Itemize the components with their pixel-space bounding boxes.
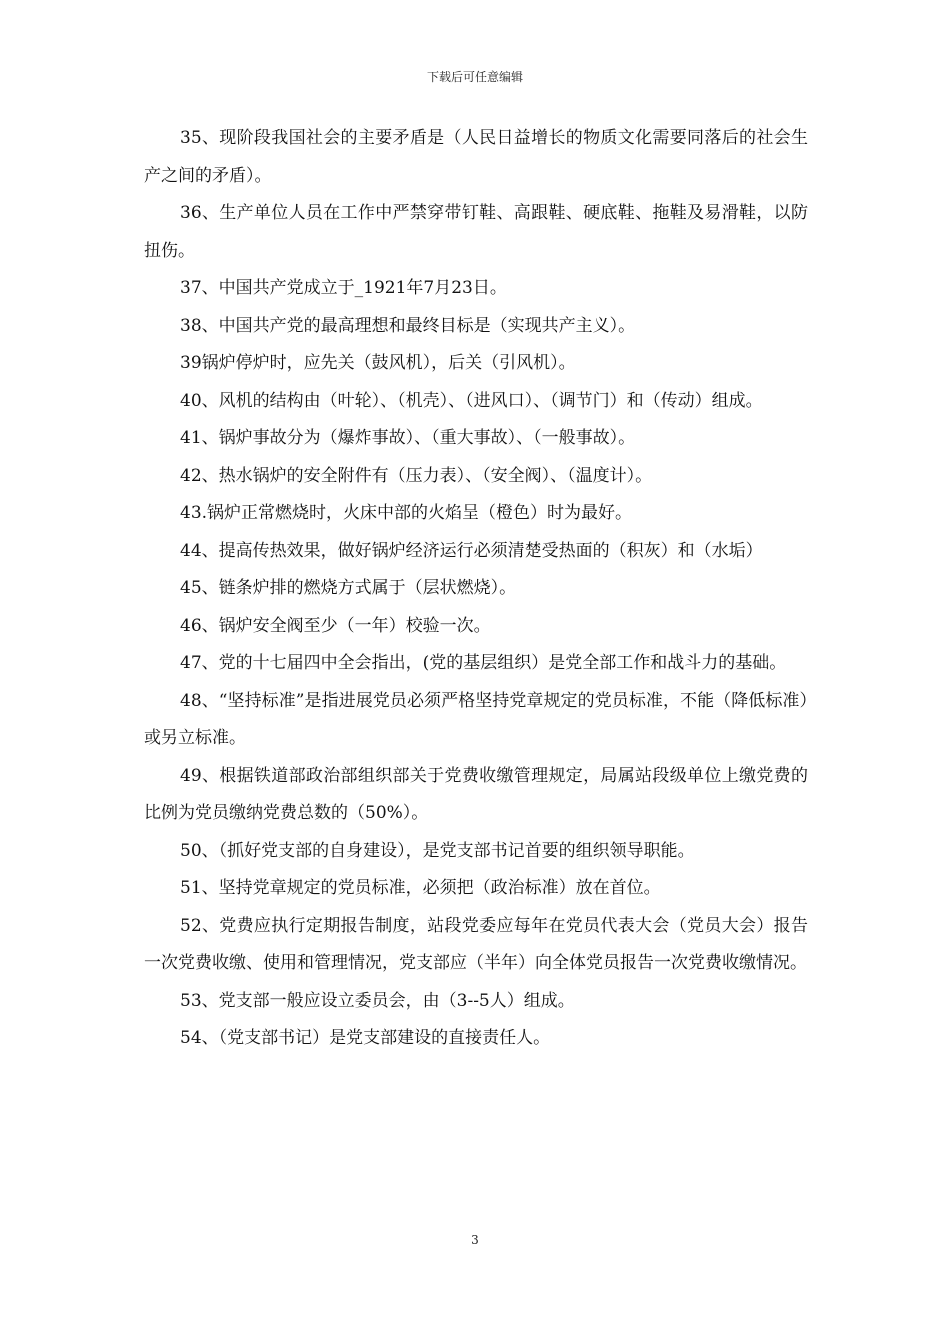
question-49: 49、根据铁道部政治部组织部关于党费收缴管理规定，局属站段级单位上缴党费的比例为党员缴纳党费总数的（50%）。: [144, 765, 808, 823]
question-53: 53、党支部一般应设立委员会，由（3--5人）组成。: [180, 990, 575, 1011]
question-38: 38、中国共产党的最高理想和最终目标是（实现共产主义）。: [180, 315, 636, 336]
question-52: 52、党费应执行定期报告制度，站段党委应每年在党员代表大会（党员大会）报告一次党费收缴、使用和管理情况，党支部应（半年）向全体党员报告一次党费收缴情况。: [144, 915, 808, 973]
page-header: 下载后可任意编辑: [426, 70, 523, 84]
question-48: 48、“坚持标准”是指进展党员必须严格坚持党章规定的党员标准，不能（降低标准）或另立标准。: [144, 690, 808, 748]
question-54: 54、（党支部书记）是党支部建设的直接责任人。: [180, 1028, 551, 1048]
question-43: 43.锅炉正常燃烧时，火床中部的火焰呈（橙色）时为最好。: [180, 503, 633, 523]
question-37: 37、中国共产党成立于_1921年7月23日。: [180, 278, 507, 298]
question-40: 40、风机的结构由（叶轮）、（机壳）、（进风口）、（调节门）和（传动）组成。: [180, 390, 763, 411]
question-39: 39锅炉停炉时，应先关（鼓风机），后关（引风机）。: [180, 353, 576, 373]
question-42: 42、热水锅炉的安全附件有（压力表）、（安全阀）、（温度计）。: [180, 465, 653, 486]
question-47: 47、党的十七届四中全会指出，(党的基层组织）是党全部工作和战斗力的基础。: [180, 653, 787, 673]
question-51: 51、坚持党章规定的党员标准，必须把（政治标准）放在首位。: [180, 878, 661, 898]
page-body: [144, 120, 808, 1058]
question-41: 41、锅炉事故分为（爆炸事故）、（重大事故）、（一般事故）。: [180, 428, 636, 448]
question-36: 36、生产单位人员在工作中严禁穿带钉鞋、高跟鞋、硬底鞋、拖鞋及易滑鞋，以防扭伤。: [144, 203, 808, 261]
question-45: 45、链条炉排的燃烧方式属于（层状燃烧）。: [180, 578, 517, 598]
question-46: 46、锅炉安全阀至少（一年）校验一次。: [180, 615, 491, 636]
page-number: 3: [471, 1233, 479, 1247]
question-44: 44、提高传热效果，做好锅炉经济运行必须清楚受热面的（积灰）和（水垢）: [180, 540, 763, 561]
question-35: 35、现阶段我国社会的主要矛盾是（人民日益增长的物质文化需要同落后的社会生产之间的矛盾）。: [144, 128, 808, 186]
question-50: 50、（抓好党支部的自身建设），是党支部书记首要的组织领导职能。: [180, 840, 695, 861]
